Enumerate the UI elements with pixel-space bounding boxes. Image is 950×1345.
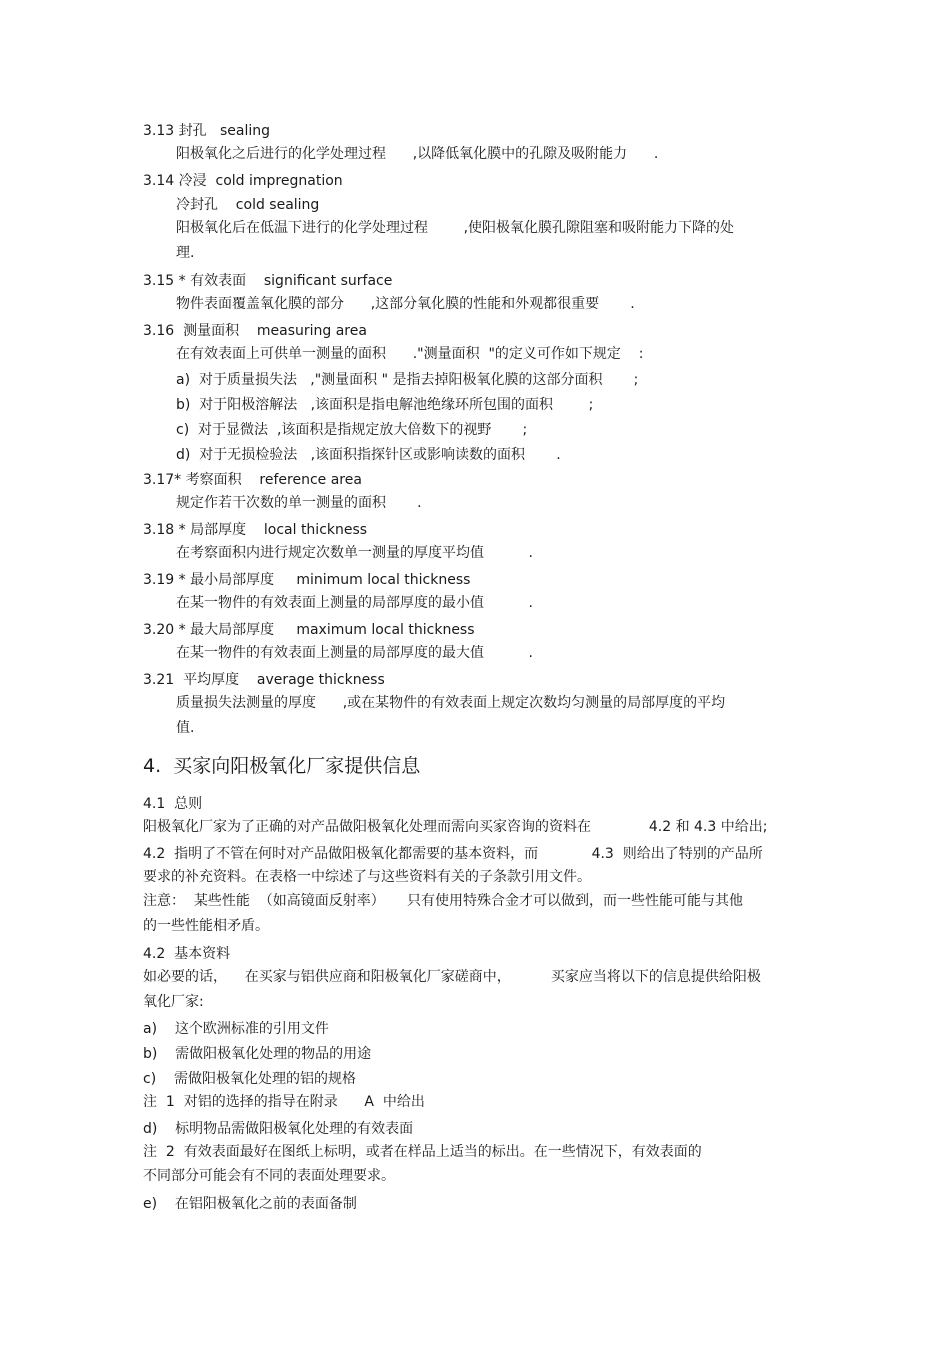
text-line: c) 需做阳极氧化处理的铝的规格	[143, 1071, 356, 1087]
text-line: 规定作若干次数的单一测量的面积 .	[176, 495, 422, 511]
text-line: a) 这个欧洲标准的引用文件	[143, 1021, 329, 1037]
text-line: 3.17* 考察面积 reference area	[143, 472, 362, 488]
text-line: 氧化厂家:	[143, 994, 204, 1010]
text-line: 要求的补充资料。在表格一中综述了与这些资料有关的子条款引用文件。	[143, 869, 591, 885]
text-line: 注 2 有效表面最好在图纸上标明，或者在样品上适当的标出。在一些情况下，有效表面的	[143, 1144, 702, 1160]
text-line: 在某一物件的有效表面上测量的局部厚度的最小值 .	[176, 595, 533, 611]
text-line: 冷封孔 cold sealing	[176, 197, 320, 213]
text-line: 在有效表面上可供单一测量的面积 ."测量面积 "的定义可作如下规定 :	[176, 346, 644, 362]
text-line: b) 需做阳极氧化处理的物品的用途	[143, 1046, 372, 1062]
text-line: 3.16 测量面积 measuring area	[143, 323, 367, 339]
text-line: 理.	[176, 245, 195, 261]
text-line: 3.15 * 有效表面 significant surface	[143, 273, 393, 289]
text-line: d) 对于无损检验法 ,该面积指探针区或影响读数的面积 .	[176, 447, 561, 463]
text-line: 阳极氧化后在低温下进行的化学处理过程 ,使阳极氧化膜孔隙阻塞和吸附能力下降的处	[176, 220, 735, 236]
text-line: 物件表面覆盖氧化膜的部分 ,这部分氧化膜的性能和外观都很重要 .	[176, 296, 635, 312]
text-line: a) 对于质量损失法 ,"测量面积 " 是指去掉阳极氧化膜的这部分面积 ;	[176, 372, 639, 388]
text-line: 3.13 封孔 sealing	[143, 123, 270, 139]
text-line: 3.14 冷浸 cold impregnation	[143, 173, 343, 189]
text-line: d) 标明物品需做阳极氧化处理的有效表面	[143, 1121, 414, 1137]
text-line: 阳极氧化厂家为了正确的对产品做阳极氧化处理而需向买家咨询的资料在 4.2 和 4.3 中给出;	[143, 819, 768, 835]
text-line: c) 对于显微法 ,该面积是指规定放大倍数下的视野 ;	[176, 422, 528, 438]
text-line: 4.2 基本资料	[143, 946, 231, 962]
text-line: 3.20 * 最大局部厚度 maximum local thickness	[143, 622, 475, 638]
text-line: e) 在铝阳极氧化之前的表面备制	[143, 1196, 357, 1212]
text-line: 3.19 * 最小局部厚度 minimum local thickness	[143, 572, 471, 588]
text-line: 在某一物件的有效表面上测量的局部厚度的最大值 .	[176, 645, 533, 661]
text-line: 如必要的话， 在买家与铝供应商和阳极氧化厂家磋商中， 买家应当将以下的信息提供给阳极	[143, 969, 761, 985]
section-heading: 4. 买家向阳极氧化厂家提供信息	[143, 755, 421, 777]
text-line: 注 1 对铝的选择的指导在附录 A 中给出	[143, 1094, 425, 1110]
text-line: 的一些性能相矛盾。	[143, 918, 269, 934]
text-line: 3.18 * 局部厚度 local thickness	[143, 522, 368, 538]
text-line: 4.2 指明了不管在何时对产品做阳极氧化都需要的基本资料，而 4.3 则给出了特别的产品所	[143, 846, 763, 862]
text-line: b) 对于阳极溶解法 ,该面积是指电解池绝缘环所包围的面积 ;	[176, 397, 594, 413]
text-line: 3.21 平均厚度 average thickness	[143, 672, 385, 688]
text-line: 在考察面积内进行规定次数单一测量的厚度平均值 .	[176, 545, 533, 561]
text-line: 不同部分可能会有不同的表面处理要求。	[143, 1168, 395, 1184]
text-line: 阳极氧化之后进行的化学处理过程 ,以降低氧化膜中的孔隙及吸附能力 .	[176, 146, 659, 162]
text-line: 质量损失法测量的厚度 ,或在某物件的有效表面上规定次数均匀测量的局部厚度的平均	[176, 695, 726, 711]
text-line: 4.1 总则	[143, 796, 203, 812]
text-line: 注意： 某些性能 （如高镜面反射率） 只有使用特殊合金才可以做到，而一些性能可能与其他	[143, 893, 744, 909]
text-line: 值.	[176, 720, 195, 736]
